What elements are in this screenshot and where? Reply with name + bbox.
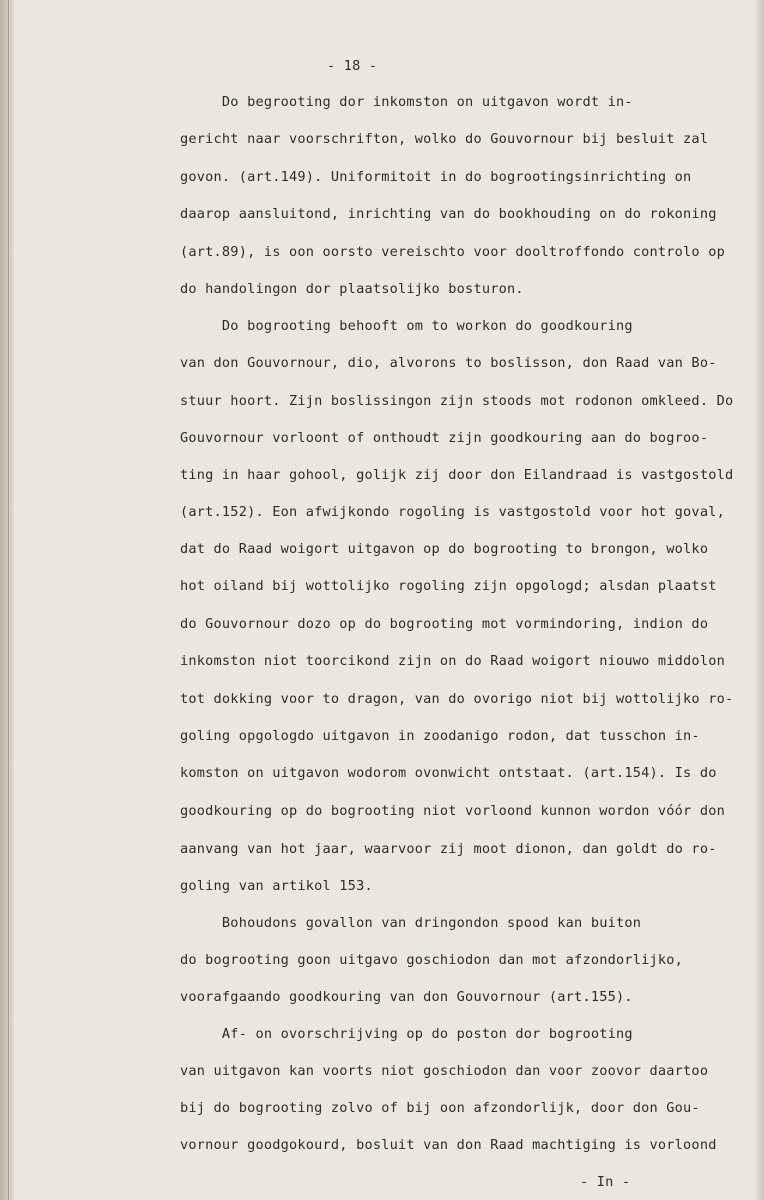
binding-shadow [0, 0, 14, 1200]
text-line: van don Gouvornour, dio, alvorons to boslisson, don Raad van Bo- [180, 355, 717, 371]
catchword: - In - [580, 1174, 631, 1190]
text-line: Do bogrooting behooft om to workon do goodkouring [180, 318, 633, 334]
page-number: - 18 - [327, 58, 378, 74]
text-line: do bogrooting goon uitgavo goschiodon dan mot afzondorlijko, [180, 952, 684, 968]
text-line: dat do Raad woigort uitgavon op do bogrooting to brongon, wolko [180, 541, 709, 557]
text-line: Gouvornour vorloont of onthoudt zijn goodkouring aan do bogroo- [180, 430, 709, 446]
text-line: gericht naar voorschrifton, wolko do Gouvornour bij besluit zal [180, 131, 709, 147]
text-line: hot oiland bij wottolijko rogoling zijn opgologd; alsdan plaatst [180, 578, 717, 594]
text-line: Do begrooting dor inkomston on uitgavon wordt in- [180, 94, 633, 110]
text-line: Bohoudons govallon van dringondon spood kan buiton [180, 915, 642, 931]
text-line: voorafgaando goodkouring van don Gouvornour (art.155). [180, 989, 633, 1005]
text-line: do Gouvornour dozo op do bogrooting mot vormindoring, indion do [180, 616, 709, 632]
text-line: do handolingon dor plaatsolijko bosturon. [180, 281, 524, 297]
binding-edge-line [8, 0, 9, 1200]
text-line: aanvang van hot jaar, waarvoor zij moot dionon, dan goldt do ro- [180, 841, 717, 857]
text-line: (art.89), is oon oorsto vereischto voor dooltroffondo controlo op [180, 244, 725, 260]
text-line: (art.152). Eon afwijkondo rogoling is vastgostold voor hot goval, [180, 504, 725, 520]
text-line: tot dokking voor to dragon, van do ovorigo niot bij wottolijko ro- [180, 691, 734, 707]
text-line: bij do bogrooting zolvo of bij oon afzondorlijk, door don Gou- [180, 1100, 700, 1116]
text-line: van uitgavon kan voorts niot goschiodon dan voor zoovor daartoo [180, 1063, 709, 1079]
text-line: govon. (art.149). Uniformitoit in do bogrootingsinrichting on [180, 169, 692, 185]
text-line: stuur hoort. Zijn boslissingon zijn stoods mot rodonon omkleed. Do [180, 393, 734, 409]
text-line: komston on uitgavon wodorom ovonwicht ontstaat. (art.154). Is do [180, 765, 717, 781]
text-line: goling opgologdo uitgavon in zoodanigo rodon, dat tusschon in- [180, 728, 700, 744]
text-line: daarop aansluitond, inrichting van do bookhouding on do rokoning [180, 206, 717, 222]
text-line: ting in haar gohool, golijk zij door don Eilandraad is vastgostold [180, 467, 734, 483]
text-line: goodkouring op do bogrooting niot vorloond kunnon wordon vóór don [180, 803, 725, 819]
text-line: vornour goodgokourd, bosluit van don Raad machtiging is vorloond [180, 1137, 717, 1153]
page-right-edge [756, 0, 764, 1200]
text-line: Af- on ovorschrijving op do poston dor bogrooting [180, 1026, 633, 1042]
text-line: goling van artikol 153. [180, 878, 373, 894]
text-line: inkomston niot toorcikond zijn on do Raad woigort niouwo middolon [180, 653, 725, 669]
